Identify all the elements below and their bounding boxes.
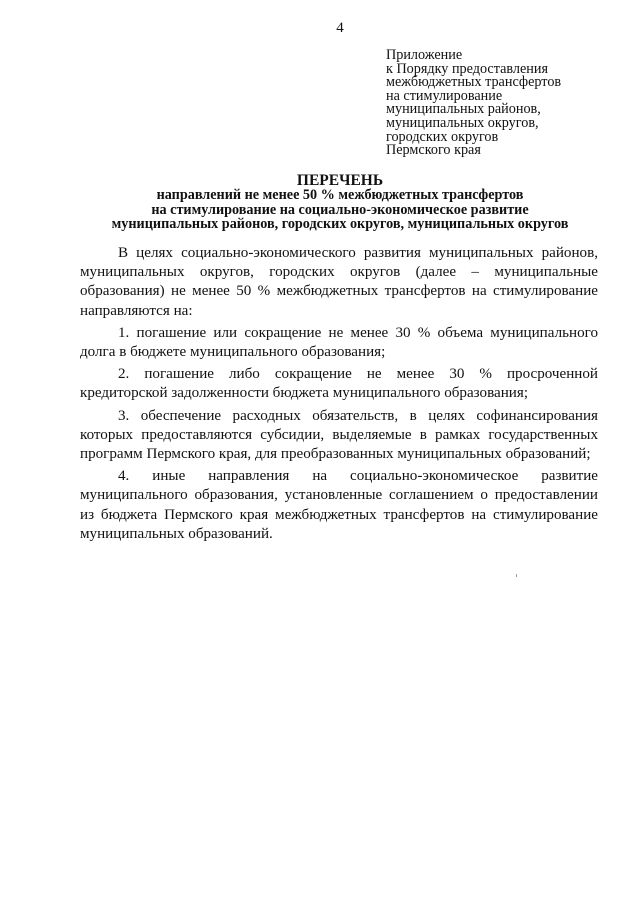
annex-line: городских округов bbox=[386, 128, 499, 145]
annex-line: муниципальных округов, bbox=[386, 114, 539, 131]
annex-line: муниципальных районов, bbox=[386, 101, 541, 118]
subtitle-line: муниципальных районов, городских округов, муниципальных округов bbox=[111, 216, 569, 232]
annex-line: на стимулирование bbox=[386, 87, 503, 104]
list-item: 1. погашение или сокращение не менее 30 % объема муниципального долга в бюджете муниципального образования; bbox=[80, 324, 598, 361]
annex-block bbox=[386, 49, 626, 158]
intro-paragraph: В целях социально-экономического развития муниципальных районов, муниципальных округов, городских округов (далее – муниципальные образования) не менее 50 % межбюджетных трансфертов на стимулирование направляются на: bbox=[80, 245, 598, 319]
list-item: 3. обеспечение расходных обязательств, в целях софинансирования которых предоставляются субсидии, выделяемые в рамках государственных программ Пермского края, для преобразованных муниципальных образований; bbox=[80, 407, 598, 463]
annex-line: Пермского края bbox=[386, 142, 481, 159]
page-number: 4 bbox=[336, 20, 344, 36]
subtitle-line: на стимулирование на социально-экономическое развитие bbox=[151, 201, 529, 218]
annex-line: межбюджетных трансфертов bbox=[386, 74, 562, 91]
annex-line: Приложение bbox=[386, 47, 463, 63]
document-body bbox=[80, 244, 598, 547]
document-title: ПЕРЕЧЕНЬ bbox=[296, 172, 384, 189]
list-item: 2. погашение либо сокращение не менее 30 % просроченной кредиторской задолженности бюджета муниципального образования; bbox=[80, 366, 598, 402]
subtitle-line: направлений не менее 50 % межбюджетных трансфертов bbox=[156, 187, 524, 203]
annex-line: к Порядку предоставления bbox=[386, 60, 548, 77]
document-subtitle bbox=[0, 188, 640, 232]
list-item: 4. иные направления на социально-экономическое развитие муниципального образования, установленные соглашением о предоставлении из бюджета Пермского края межбюджетных трансфертов на стимулирование муниципальных образований. bbox=[80, 468, 598, 542]
scan-speck bbox=[516, 574, 517, 577]
